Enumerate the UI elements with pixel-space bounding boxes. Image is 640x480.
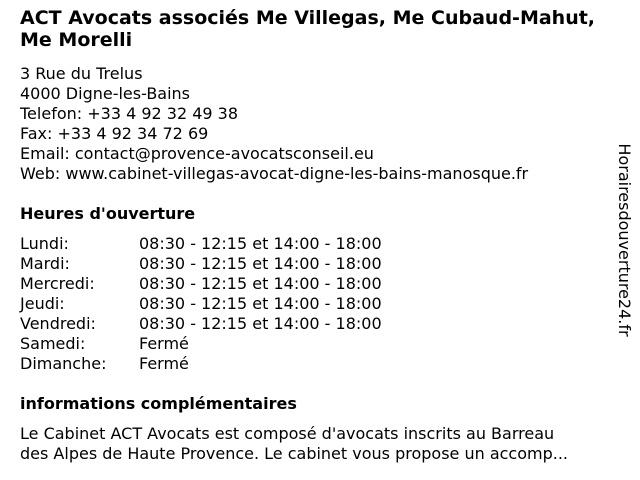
day-label: Dimanche: <box>20 354 107 373</box>
additional-info-text <box>20 424 620 464</box>
day-label: Jeudi: <box>20 294 65 313</box>
time-value: 08:30 - 12:15 et 14:00 - 18:00 <box>139 294 382 313</box>
day-label: Vendredi: <box>20 314 96 333</box>
website-address: Web: www.cabinet-villegas-avocat-digne-les-bains-manosque.fr <box>20 164 529 183</box>
contact-block <box>20 64 528 184</box>
address-city: 4000 Digne-les-Bains <box>20 84 191 103</box>
opening-hours-heading: Heures d'ouverture <box>20 204 196 223</box>
info-line: Le Cabinet ACT Avocats est composé d'avocats inscrits au Barreau <box>20 424 555 443</box>
time-value: 08:30 - 12:15 et 14:00 - 18:00 <box>139 234 382 253</box>
day-label: Samedi: <box>20 334 86 353</box>
time-value: 08:30 - 12:15 et 14:00 - 18:00 <box>139 314 382 333</box>
time-value: 08:30 - 12:15 et 14:00 - 18:00 <box>139 254 382 273</box>
address-street: 3 Rue du Trelus <box>20 64 143 83</box>
page-title: ACT Avocats associés Me Villegas, Me Cubaud-Mahut, Me Morelli <box>20 7 596 51</box>
day-label: Mardi: <box>20 254 70 273</box>
day-label: Lundi: <box>20 234 69 253</box>
time-value: 08:30 - 12:15 et 14:00 - 18:00 <box>139 274 382 293</box>
additional-info-heading: informations complémentaires <box>20 394 297 413</box>
phone-number: Telefon: +33 4 92 32 49 38 <box>20 104 239 123</box>
time-value: Fermé <box>139 334 189 353</box>
email-address: Email: contact@provence-avocatsconseil.eu <box>20 144 374 163</box>
time-value: Fermé <box>139 354 189 373</box>
day-label: Mercredi: <box>20 274 95 293</box>
info-line: des Alpes de Haute Provence. Le cabinet vous propose un accomp... <box>20 444 569 463</box>
site-watermark: Horairesdouverture24.fr <box>615 143 634 337</box>
fax-number: Fax: +33 4 92 34 72 69 <box>20 124 209 143</box>
